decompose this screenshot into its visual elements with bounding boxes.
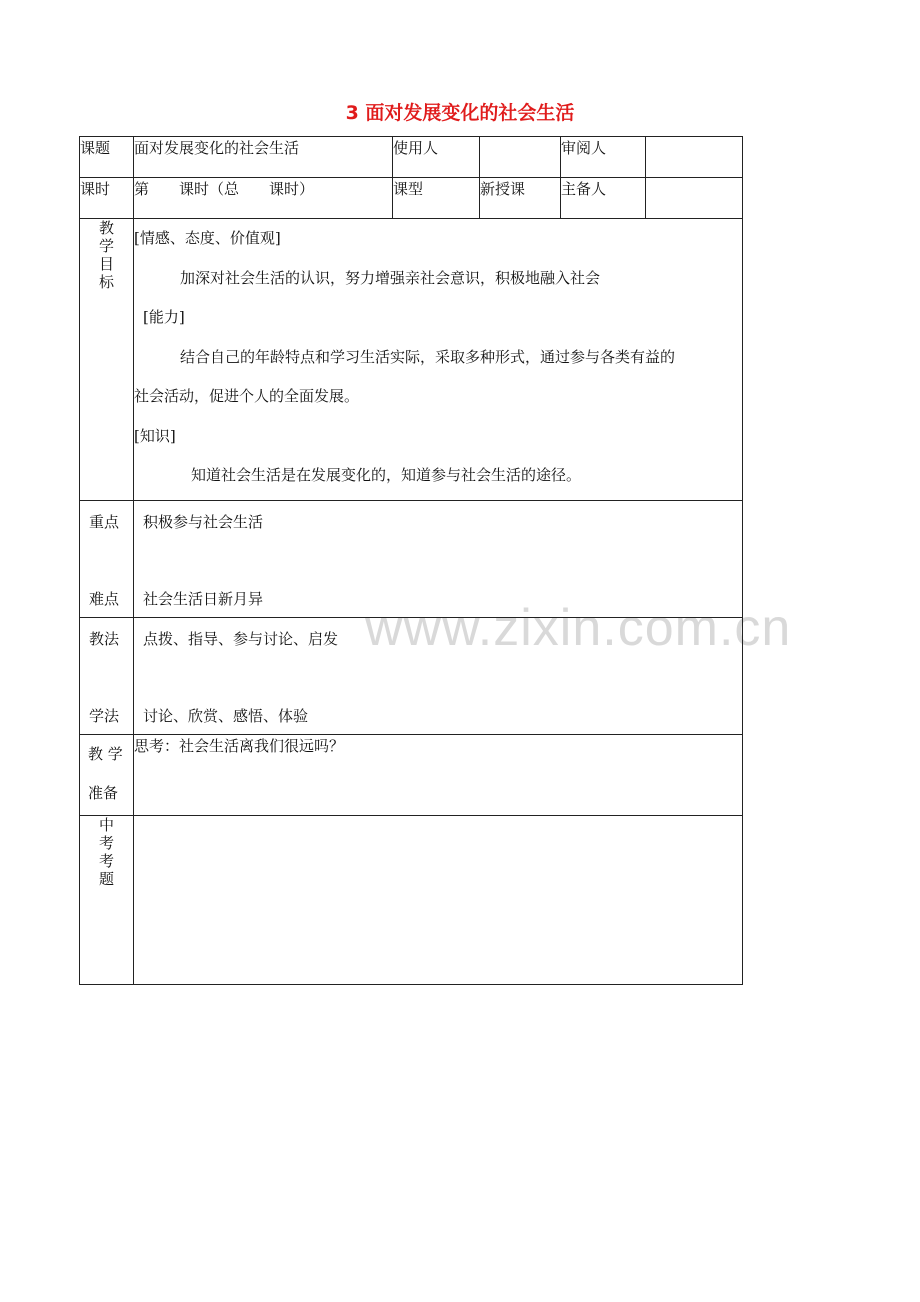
preparation-label-line: 准备 (88, 784, 119, 802)
type-label: 课型 (393, 178, 480, 219)
goals-heading-knowledge: [知识] (134, 426, 176, 445)
goals-text-attitude: 加深对社会生活的认识，努力增强亲社会意识，积极地融入社会 (180, 268, 601, 287)
user-value (480, 137, 561, 178)
row-topic (80, 137, 743, 178)
focus-values (134, 501, 743, 618)
lesson-plan-table (79, 136, 743, 985)
topic-value: 面对发展变化的社会生活 (134, 137, 393, 178)
row-exam (80, 816, 743, 985)
preparation-label (80, 735, 134, 816)
difficulty-label: 难点 (89, 590, 120, 608)
row-period (80, 178, 743, 219)
focus-labels (80, 501, 134, 618)
teaching-method-value: 点拨、指导、参与讨论、启发 (143, 630, 339, 648)
document-title: 3 面对发展变化的社会生活 (345, 102, 575, 124)
learning-method-label: 学法 (89, 707, 120, 725)
type-value: 新授课 (480, 178, 561, 219)
watermark: www.zixin.com.cn (365, 599, 792, 657)
goals-label-char: 目 (98, 255, 114, 273)
period-value: 第 课时（总 课时） (134, 178, 393, 219)
goals-label (80, 219, 134, 501)
goals-text-knowledge: 知道社会生活是在发展变化的，知道参与社会生活的途径。 (191, 466, 582, 484)
methods-values (134, 618, 743, 735)
row-goals (80, 219, 743, 501)
exam-label-char: 题 (98, 870, 114, 888)
teaching-method-label: 教法 (89, 630, 120, 648)
row-preparation (80, 735, 743, 816)
goals-label-char: 教 (98, 219, 114, 237)
exam-label-char: 中 (98, 816, 114, 834)
exam-value (134, 816, 743, 985)
preparation-value: 思考：社会生活离我们很远吗？ (134, 735, 743, 816)
difficulty-value: 社会生活日新月异 (143, 590, 264, 608)
preparer-label: 主备人 (561, 178, 646, 219)
key-point-label: 重点 (89, 513, 120, 531)
exam-label (80, 816, 134, 985)
reviewer-value (646, 137, 743, 178)
exam-label-char: 考 (98, 834, 114, 852)
goals-heading-ability: [能力] (143, 308, 185, 326)
row-focus (80, 501, 743, 618)
exam-label-char: 考 (98, 852, 114, 870)
row-methods (80, 618, 743, 735)
goals-text-ability: 结合自己的年龄特点和学习生活实际，采取多种形式，通过参与各类有益的 (180, 347, 676, 366)
goals-label-char: 标 (98, 273, 114, 291)
learning-method-value: 讨论、欣赏、感悟、体验 (143, 707, 309, 725)
goals-text-ability-cont: 社会活动，促进个人的全面发展。 (134, 387, 360, 405)
goals-label-char: 学 (98, 237, 114, 255)
goals-content (134, 219, 743, 501)
period-label: 课时 (80, 178, 134, 219)
user-label: 使用人 (393, 137, 480, 178)
topic-label: 课题 (80, 137, 134, 178)
preparer-value (646, 178, 743, 219)
preparation-label-line: 教 学 (88, 745, 123, 763)
key-point-value: 积极参与社会生活 (143, 513, 264, 531)
reviewer-label: 审阅人 (561, 137, 646, 178)
goals-heading-attitude: [情感、态度、价值观] (134, 229, 281, 247)
methods-labels (80, 618, 134, 735)
